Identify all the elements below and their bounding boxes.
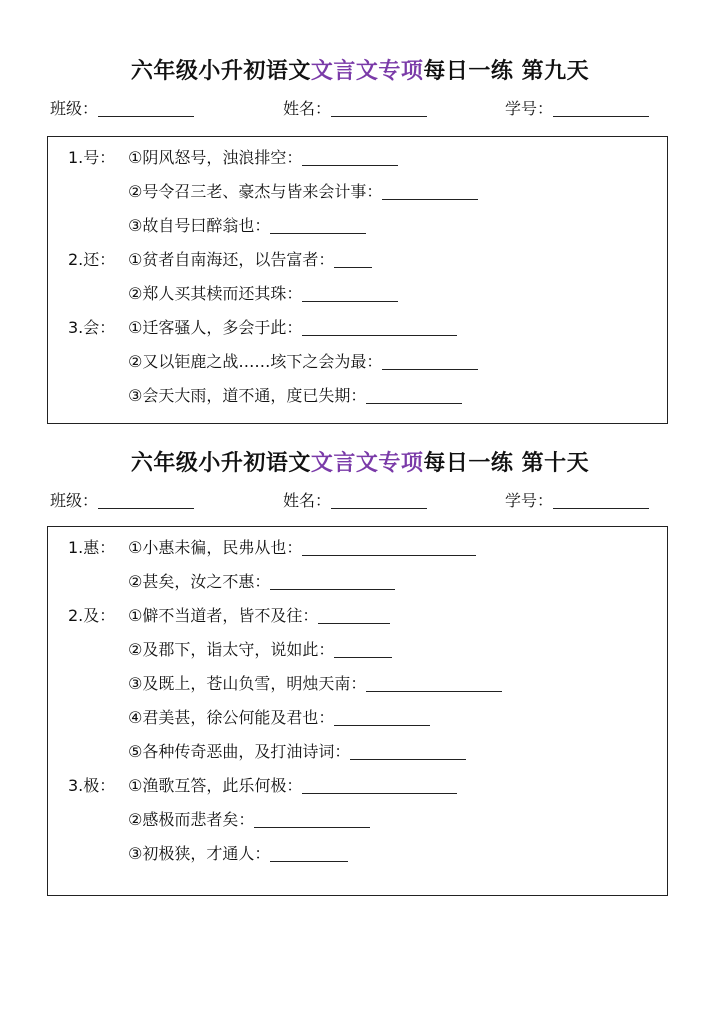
answer-blank[interactable] [334, 249, 372, 268]
question-text: ③初极狭，才通人： [128, 844, 271, 863]
question-text: ①贫者自南海还，以告富者： [128, 250, 335, 269]
id-label: 学号： [505, 99, 554, 118]
question-text: ②郑人买其椟而还其珠： [128, 284, 303, 303]
title-highlight: 文言文专项 [310, 59, 424, 84]
question-list [48, 527, 667, 871]
question-row [48, 803, 667, 837]
title-part: 六年级小升初语文 [130, 451, 311, 476]
class-blank[interactable] [98, 98, 194, 117]
id-blank[interactable] [553, 490, 649, 509]
answer-blank[interactable] [302, 317, 457, 336]
title-part: 六年级小升初语文 [130, 59, 311, 84]
id-label: 学号： [505, 491, 554, 510]
question-item [128, 277, 398, 311]
question-text: ③会天大雨，道不通，度已失期： [128, 386, 367, 405]
question-item [128, 599, 390, 633]
question-number: 3.会： [68, 318, 116, 337]
name-blank[interactable] [331, 490, 427, 509]
question-item [128, 565, 395, 599]
answer-blank[interactable] [318, 605, 390, 624]
question-row [48, 565, 667, 599]
answer-blank[interactable] [270, 843, 348, 862]
question-row [48, 379, 667, 413]
question-text: ②号令召三老、豪杰与皆来会计事： [128, 182, 383, 201]
class-field[interactable] [50, 96, 194, 119]
question-row [48, 209, 667, 243]
name-label: 姓名： [283, 491, 332, 510]
question-row [48, 837, 667, 871]
question-text: ②及郡下，诣太守，说如此： [128, 640, 335, 659]
question-item [128, 735, 466, 769]
question-row [48, 769, 667, 803]
question-text: ①阴风怒号，浊浪排空： [128, 148, 303, 167]
question-number: 1.号： [68, 148, 116, 167]
question-item [128, 667, 502, 701]
question-row [48, 345, 667, 379]
question-text: ⑤各种传奇恶曲，及打油诗词： [128, 742, 351, 761]
answer-blank[interactable] [302, 775, 457, 794]
answer-blank[interactable] [302, 147, 398, 166]
question-number: 3.极： [68, 776, 116, 795]
question-text: ④君美甚，徐公何能及君也： [128, 708, 335, 727]
question-row [48, 633, 667, 667]
question-item [128, 311, 457, 345]
question-item [128, 141, 398, 175]
page-title [0, 444, 720, 484]
question-text: ①小惠未徧，民弗从也： [128, 538, 303, 557]
id-blank[interactable] [553, 98, 649, 117]
question-row [48, 667, 667, 701]
question-row [48, 701, 667, 735]
question-list [48, 137, 667, 413]
name-blank[interactable] [331, 98, 427, 117]
answer-blank[interactable] [382, 181, 478, 200]
question-row [48, 141, 667, 175]
question-item [128, 209, 366, 243]
title-part: 每日一练 第十天 [423, 451, 590, 476]
answer-blank[interactable] [382, 351, 478, 370]
question-number: 2.及： [68, 606, 116, 625]
question-text: ③故自号曰醉翁也： [128, 216, 271, 235]
question-text: ③及既上，苍山负雪，明烛天南： [128, 674, 367, 693]
name-field[interactable] [283, 488, 427, 511]
question-row [48, 311, 667, 345]
question-number: 2.还： [68, 250, 116, 269]
answer-blank[interactable] [302, 283, 398, 302]
student-info [0, 488, 720, 518]
question-row [48, 735, 667, 769]
question-text: ②感极而悲者矣： [128, 810, 255, 829]
question-row [48, 277, 667, 311]
question-item [128, 769, 457, 803]
answer-blank[interactable] [366, 385, 462, 404]
name-field[interactable] [283, 96, 427, 119]
question-text: ②甚矣，汝之不惠： [128, 572, 271, 591]
answer-blank[interactable] [254, 809, 370, 828]
class-label: 班级： [50, 99, 99, 118]
worksheet-day10 [0, 444, 720, 863]
question-item [128, 243, 372, 277]
answer-blank[interactable] [302, 537, 476, 556]
question-item [128, 379, 462, 413]
page-title [0, 52, 720, 92]
question-item [128, 531, 476, 565]
answer-blank[interactable] [334, 707, 430, 726]
question-box [47, 526, 668, 896]
question-item [128, 345, 478, 379]
question-number: 1.惠： [68, 538, 116, 557]
answer-blank[interactable] [334, 639, 392, 658]
question-row [48, 175, 667, 209]
question-text: ②又以钜鹿之战……垓下之会为最： [128, 352, 383, 371]
question-item [128, 837, 348, 871]
question-item [128, 701, 430, 735]
student-id-field[interactable] [505, 488, 649, 511]
title-highlight: 文言文专项 [310, 451, 424, 476]
question-row [48, 243, 667, 277]
question-text: ①渔歌互答，此乐何极： [128, 776, 303, 795]
class-label: 班级： [50, 491, 99, 510]
question-text: ①迁客骚人，多会于此： [128, 318, 303, 337]
question-item [128, 175, 478, 209]
worksheet-day9 [0, 52, 720, 405]
title-part: 每日一练 第九天 [423, 59, 590, 84]
class-blank[interactable] [98, 490, 194, 509]
question-row [48, 531, 667, 565]
student-info [0, 96, 720, 126]
answer-blank[interactable] [270, 215, 366, 234]
answer-blank[interactable] [350, 741, 466, 760]
question-item [128, 803, 370, 837]
question-item [128, 633, 392, 667]
answer-blank[interactable] [366, 673, 502, 692]
answer-blank[interactable] [270, 571, 395, 590]
name-label: 姓名： [283, 99, 332, 118]
question-text: ①僻不当道者，皆不及往： [128, 606, 319, 625]
question-box [47, 136, 668, 424]
question-row [48, 599, 667, 633]
student-id-field[interactable] [505, 96, 649, 119]
class-field[interactable] [50, 488, 194, 511]
